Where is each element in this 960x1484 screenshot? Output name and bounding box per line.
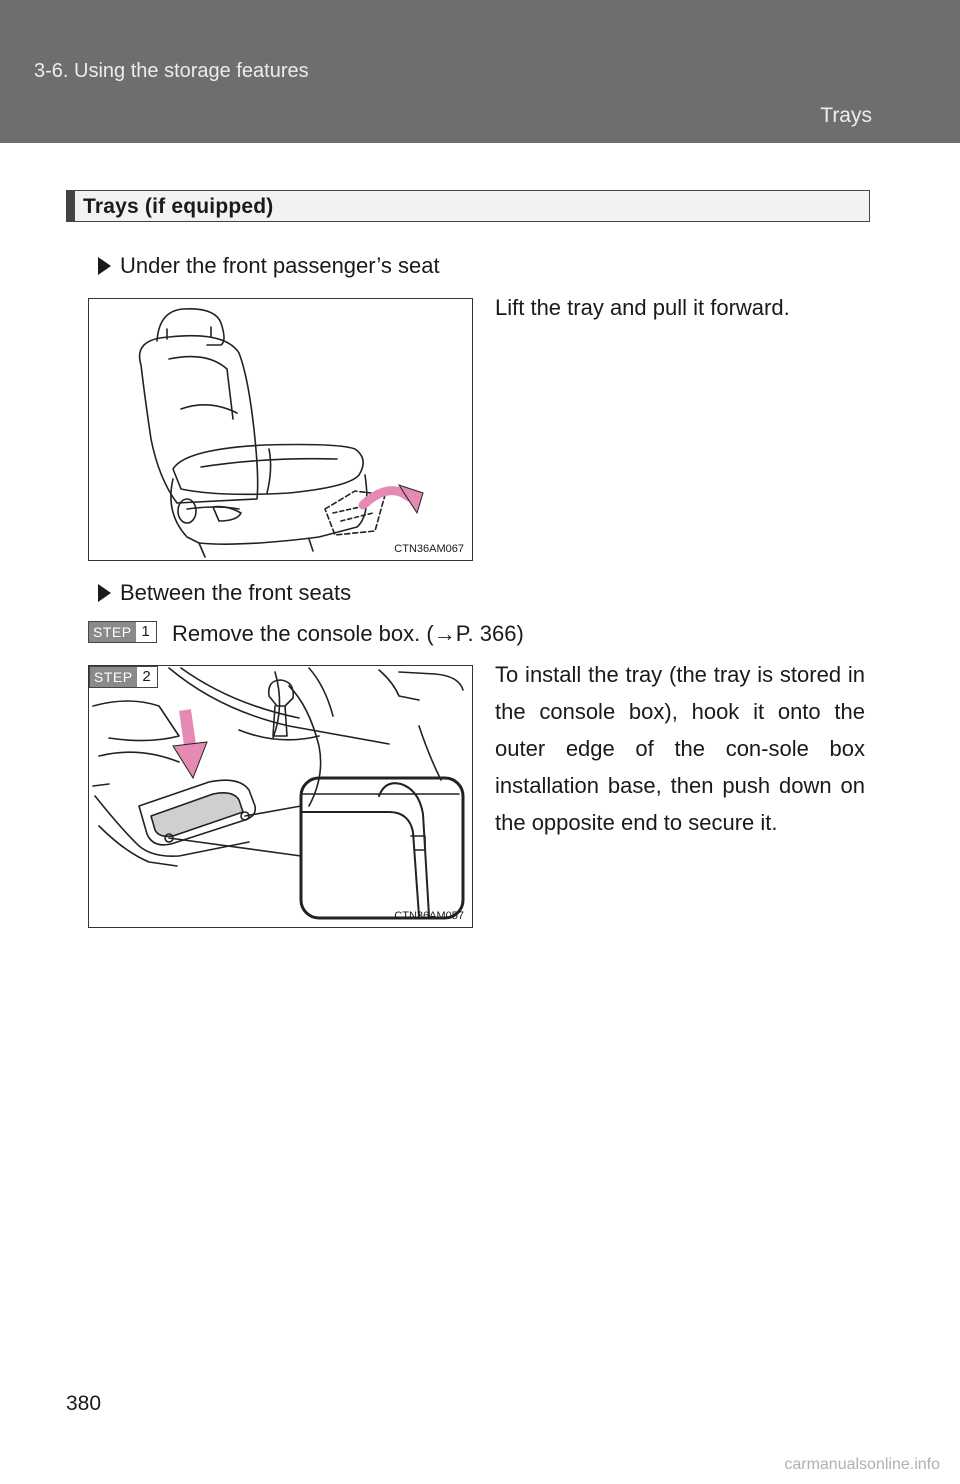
section-heading: Trays (if equipped)	[83, 195, 274, 218]
step-number: 1	[136, 622, 156, 642]
step-1-text: Remove the console box. (→P. 366)	[172, 621, 524, 646]
step-2-badge	[89, 666, 158, 688]
bullet-heading-text: Under the front passenger’s seat	[120, 253, 440, 278]
console-illustration-svg	[89, 666, 474, 929]
bullet-arrow-icon	[98, 257, 111, 275]
watermark: carmanualsonline.info	[784, 1456, 940, 1473]
bullet-heading-text: Between the front seats	[120, 580, 352, 605]
chapter-title: 3-6. Using the storage features	[34, 60, 309, 82]
instruction-text-tray: Lift the tray and pull it forward.	[495, 295, 790, 320]
bullet-heading-front-seats	[98, 580, 351, 606]
console-tray-illustration	[88, 665, 473, 928]
seat-tray-illustration	[88, 298, 473, 561]
step-label: STEP	[90, 667, 137, 687]
step-2-text: To install the tray (the tray is stored in the console box), hook it onto the outer edge of the con-sole box installation base, then push down on the opposite end to secure it.	[495, 662, 865, 835]
page-number: 380	[66, 1392, 102, 1415]
seat-illustration-svg	[89, 299, 474, 562]
illustration-code: CTN36AM057	[394, 910, 464, 922]
page-header	[0, 0, 960, 143]
section-subtitle: Trays	[820, 104, 872, 127]
step-1-badge	[88, 621, 157, 643]
section-heading-box	[66, 190, 870, 222]
section-heading-bar	[67, 191, 75, 221]
illustration-code: CTN36AM067	[394, 543, 464, 555]
bullet-arrow-icon	[98, 584, 111, 602]
step-number: 2	[137, 667, 157, 687]
step-label: STEP	[89, 622, 136, 642]
bullet-heading-passenger-seat	[98, 253, 440, 279]
